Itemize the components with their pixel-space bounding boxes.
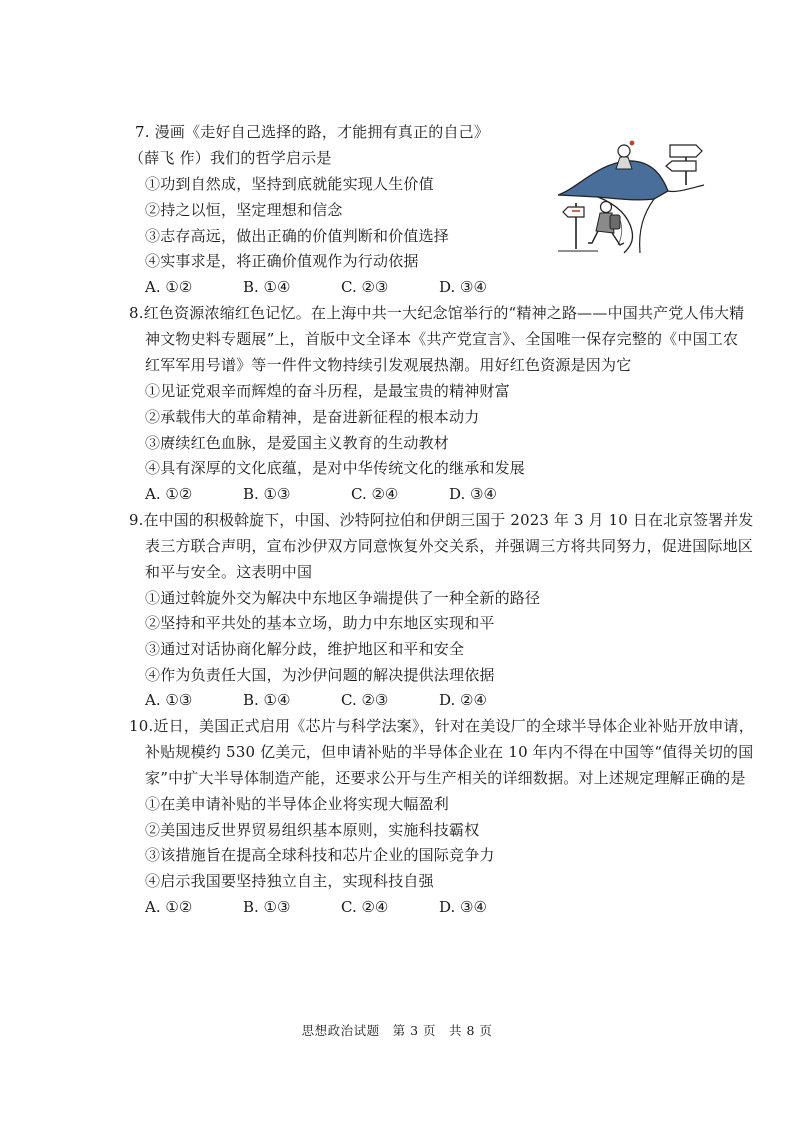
option-c[interactable]: C. ②③ [341,691,389,709]
option-d[interactable]: D. ③④ [439,898,487,916]
option-a[interactable]: A. ①② [145,898,193,916]
question-8-statement-3: ③赓续红色血脉，是爱国主义教育的生动教材 [145,434,450,452]
question-7-stem-line-2: （薛飞 作）我们的哲学启示是 [129,149,332,167]
question-7-statement-4: ④实事求是，将正确价值观作为行动依据 [145,252,419,270]
page-footer: 思想政治试题 第 3 页 共 8 页 [301,1023,493,1038]
option-d[interactable]: D. ③④ [449,485,497,503]
question-10-statement-3: ③该措施旨在提高全球科技和芯片企业的国际竞争力 [145,846,495,864]
cartoon-hiker-crossroads-icon [558,133,706,255]
option-a[interactable]: A. ①② [145,278,193,296]
question-7-statement-1: ①功到自然成，坚持到底就能实现人生价值 [145,175,434,193]
option-b[interactable]: B. ①④ [243,278,291,296]
question-9-stem-line-1: 9.在中国的积极斡旋下，中国、沙特阿拉伯和伊朗三国于 2023 年 3 月 10 日在北京签署并发 [129,511,754,529]
question-9-statement-2: ②坚持和平共处的基本立场，助力中东地区实现和平 [145,614,495,632]
question-7-statement-3: ③志存高远，做出正确的价值判断和价值选择 [145,227,450,245]
question-9-statement-3: ③通过对话协商化解分歧，维护地区和平和安全 [145,640,465,658]
question-9-statement-1: ①通过斡旋外交为解决中东地区争端提供了一种全新的路径 [145,589,541,607]
question-9-statement-4: ④作为负责任大国，为沙伊问题的解决提供法理依据 [145,666,495,684]
question-8-statement-1: ①见证党艰辛而辉煌的奋斗历程，是最宝贵的精神财富 [145,382,510,400]
option-d[interactable]: D. ②④ [439,691,487,709]
question-8-statement-4: ④具有深厚的文化底蕴，是对中华传统文化的继承和发展 [145,459,526,477]
question-8-stem-line-2: 神文物史料专题展”上，首版中文全译本《共产党宣言》、全国唯一保存完整的《中国工农 [145,330,739,348]
option-c[interactable]: C. ②④ [341,898,389,916]
question-10-stem-line-2: 补贴规模约 530 亿美元，但申请补贴的半导体企业在 10 年内不得在中国等“值得关切的国 [145,743,754,761]
question-8-stem-line-1: 8.红色资源浓缩红色记忆。在上海中共一大纪念馆举行的“精神之路——中国共产党人伟大精 [129,304,745,322]
question-10-statement-4: ④启示我国要坚持独立自主，实现科技自强 [145,872,434,890]
question-10-stem-line-3: 家”中扩大半导体制造产能，还要求公开与生产相关的详细数据。对上述规定理解正确的是 [145,769,746,787]
option-a[interactable]: A. ①③ [145,691,193,709]
question-7-statement-2: ②持之以恒，坚定理想和信念 [145,201,343,219]
question-9-stem-line-3: 和平与安全。这表明中国 [145,563,313,581]
question-8-stem-line-3: 红军军用号谱》等一件件文物持续引发观展热潮。用好红色资源是因为它 [145,356,632,374]
option-b[interactable]: B. ①④ [243,691,291,709]
question-7-stem-line-1: 7. 漫画《走好自己选择的路，才能拥有真正的自己》 [135,123,490,141]
option-b[interactable]: B. ①③ [243,485,291,503]
question-10-statement-1: ①在美申请补贴的半导体企业将实现大幅盈利 [145,795,450,813]
option-d[interactable]: D. ③④ [439,278,487,296]
question-10-statement-2: ②美国违反世界贸易组织基本原则，实施科技霸权 [145,821,480,839]
question-10-stem-line-1: 10.近日，美国正式启用《芯片与科学法案》，针对在美设厂的全球半导体企业补贴开放申请， [129,717,754,735]
option-c[interactable]: C. ②④ [351,485,399,503]
question-8-statement-2: ②承载伟大的革命精神，是奋进新征程的根本动力 [145,408,480,426]
option-c[interactable]: C. ②③ [341,278,389,296]
option-a[interactable]: A. ①② [145,485,193,503]
option-b[interactable]: B. ①③ [243,898,291,916]
question-9-stem-line-2: 表三方联合声明，宣布沙伊双方同意恢复外交关系，并强调三方将共同努力，促进国际地区 [145,537,754,555]
